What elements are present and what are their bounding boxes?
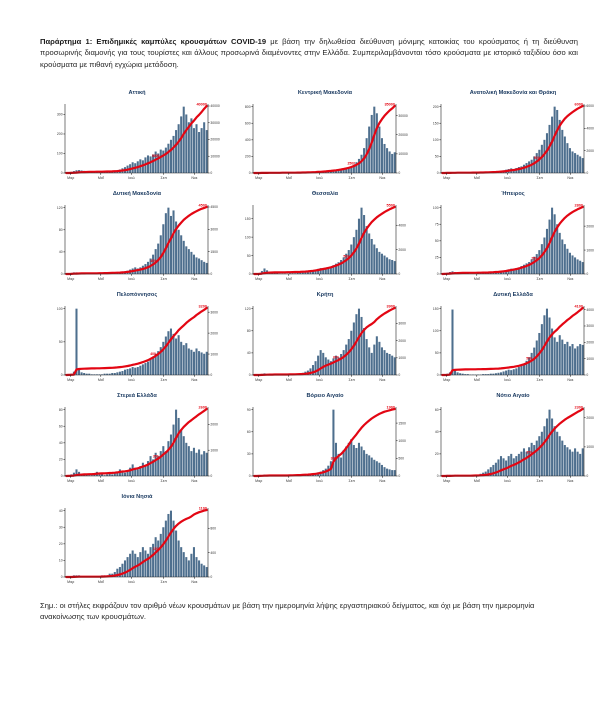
svg-text:80: 80: [58, 407, 63, 412]
svg-text:Νοε: Νοε: [567, 277, 574, 281]
svg-text:Σεπ: Σεπ: [536, 378, 543, 382]
svg-text:500: 500: [398, 456, 405, 461]
svg-text:0: 0: [60, 272, 63, 277]
svg-text:Ιουλ: Ιουλ: [316, 378, 323, 382]
chart-cell-1: [236, 84, 424, 185]
svg-text:0: 0: [248, 272, 251, 277]
svg-text:500: 500: [533, 156, 540, 161]
svg-text:Μαρ: Μαρ: [67, 176, 75, 180]
svg-text:3200: 3200: [198, 304, 207, 309]
svg-text:4500: 4500: [198, 203, 207, 208]
svg-text:Νοε: Νοε: [567, 378, 574, 382]
svg-text:Νοε: Νοε: [191, 378, 198, 382]
svg-text:100: 100: [244, 235, 251, 240]
svg-text:Μαρ: Μαρ: [255, 277, 263, 281]
chart-cell-7: [236, 286, 424, 387]
appendix-caption-text: με βάση την δηλωθείσα διεύθυνση μόνιμης κατοικίας του κρούσματος ή τη διεύθυνση προσωρινής διαμονής για τους τουρίστες και άλλους προσωρινά διαμένοντες στην Ελλάδα. Συμπεριλαμβάνονται τόσο κρούσματα με ιστορικό ταξιδίου όσο και κρούσματα με πιθανή εγχώρια μετάδοση.: [40, 36, 578, 69]
svg-text:150: 150: [152, 546, 159, 551]
svg-text:Ιουλ: Ιουλ: [128, 277, 135, 281]
svg-text:4000: 4000: [398, 223, 406, 228]
svg-text:0: 0: [398, 171, 401, 176]
svg-text:Σεπ: Σεπ: [348, 176, 355, 180]
svg-text:1500: 1500: [398, 421, 406, 426]
svg-text:800: 800: [210, 526, 217, 531]
svg-text:Σεπ: Σεπ: [348, 479, 355, 483]
svg-text:0: 0: [436, 171, 439, 176]
svg-text:Σεπ: Σεπ: [160, 277, 167, 281]
svg-text:Μαΐ: Μαΐ: [285, 176, 292, 180]
svg-text:20: 20: [58, 542, 63, 547]
chart-title: Κρήτη: [316, 292, 334, 298]
svg-text:300: 300: [330, 456, 337, 461]
svg-text:350: 350: [152, 454, 159, 459]
chart-cell-10: [236, 387, 424, 488]
svg-text:1000: 1000: [398, 438, 406, 443]
svg-text:4000: 4000: [586, 307, 594, 312]
svg-text:Μαΐ: Μαΐ: [97, 378, 104, 382]
chart-title: Βόρειο Αιγαίο: [306, 393, 344, 399]
svg-text:100: 100: [432, 138, 439, 143]
svg-text:20: 20: [434, 452, 439, 457]
svg-text:Σεπ: Σεπ: [536, 176, 543, 180]
svg-text:2000: 2000: [398, 247, 406, 252]
svg-text:0: 0: [436, 373, 439, 378]
svg-text:Μαρ: Μαρ: [443, 176, 451, 180]
svg-text:300: 300: [56, 112, 63, 117]
svg-text:40: 40: [246, 351, 251, 356]
svg-text:1000: 1000: [586, 248, 594, 253]
chart-plot: [238, 402, 422, 486]
svg-text:100: 100: [56, 151, 63, 156]
chart-plot: [50, 301, 234, 385]
svg-text:3000: 3000: [398, 321, 406, 326]
svg-text:500: 500: [526, 356, 532, 361]
svg-text:Μαρ: Μαρ: [67, 378, 75, 382]
svg-text:1000: 1000: [210, 448, 218, 453]
svg-text:0: 0: [60, 171, 63, 176]
svg-text:90: 90: [246, 407, 251, 412]
chart-plot: [50, 503, 234, 587]
svg-text:Σεπ: Σεπ: [536, 479, 543, 483]
chart-cell-12: [48, 488, 236, 589]
svg-text:1000: 1000: [586, 356, 594, 361]
svg-text:2300: 2300: [574, 405, 583, 410]
svg-text:60: 60: [434, 407, 439, 412]
chart-plot: [426, 402, 610, 486]
svg-text:40: 40: [58, 508, 63, 513]
chart-title: Νότιο Αιγαίο: [496, 393, 530, 399]
svg-text:2500: 2500: [347, 161, 356, 166]
svg-text:Μαρ: Μαρ: [67, 580, 75, 584]
svg-text:75: 75: [434, 222, 439, 227]
svg-text:0: 0: [248, 474, 251, 479]
svg-text:Νοε: Νοε: [191, 580, 198, 584]
svg-text:Μαρ: Μαρ: [255, 378, 263, 382]
svg-text:Μαρ: Μαρ: [255, 176, 263, 180]
svg-text:0: 0: [60, 575, 63, 580]
svg-text:0: 0: [248, 373, 251, 378]
appendix-caption: [40, 36, 578, 71]
svg-text:4500: 4500: [210, 205, 218, 210]
chart-title: Αττική: [128, 90, 146, 96]
chart-title: Κεντρική Μακεδονία: [297, 90, 353, 96]
svg-text:80: 80: [246, 328, 251, 333]
svg-text:400: 400: [150, 258, 156, 263]
svg-text:30: 30: [58, 525, 63, 530]
svg-text:0: 0: [210, 272, 213, 277]
svg-text:1000: 1000: [586, 445, 594, 450]
svg-text:40: 40: [58, 441, 63, 446]
svg-text:Νοε: Νοε: [379, 176, 386, 180]
chart-plot: [426, 99, 610, 183]
svg-text:1100: 1100: [198, 506, 207, 511]
svg-text:2000: 2000: [586, 148, 594, 153]
svg-text:400: 400: [210, 550, 217, 555]
chart-title: Ιόνια Νησιά: [121, 494, 153, 500]
svg-text:Σεπ: Σεπ: [536, 277, 543, 281]
svg-text:Ιουλ: Ιουλ: [316, 277, 323, 281]
svg-text:40: 40: [434, 429, 439, 434]
footnote: Σημ.: οι στήλες εκφράζουν τον αριθμό νέων κρουσμάτων με βάση την ημερομηνία λήψης εργαστηριακού δείγματος, και όχι με βάση την ημερομηνία ανακοίνωσης των κρουσμάτων.: [40, 600, 535, 622]
chart-plot: [426, 301, 610, 385]
svg-text:150: 150: [432, 121, 439, 126]
chart-cell-4: [236, 185, 424, 286]
svg-text:25: 25: [434, 255, 439, 260]
svg-text:Νοε: Νοε: [379, 479, 386, 483]
svg-text:400: 400: [244, 138, 251, 143]
svg-text:0: 0: [586, 272, 589, 277]
svg-text:Μαΐ: Μαΐ: [285, 479, 292, 483]
svg-text:30000: 30000: [398, 113, 408, 118]
svg-text:Μαρ: Μαρ: [443, 378, 451, 382]
chart-title: Θεσσαλία: [311, 191, 339, 197]
svg-text:2000: 2000: [586, 340, 594, 345]
svg-text:5500: 5500: [386, 203, 395, 208]
svg-text:2000: 2000: [586, 415, 594, 420]
svg-text:Νοε: Νοε: [191, 277, 198, 281]
svg-text:1900: 1900: [386, 405, 395, 410]
svg-text:250: 250: [531, 256, 538, 261]
svg-text:20: 20: [58, 457, 63, 462]
svg-text:Σεπ: Σεπ: [160, 479, 167, 483]
chart-cell-11: [424, 387, 612, 488]
svg-text:200: 200: [432, 104, 439, 109]
svg-text:Ιουλ: Ιουλ: [128, 479, 135, 483]
svg-text:Σεπ: Σεπ: [160, 176, 167, 180]
svg-text:400: 400: [150, 351, 156, 356]
svg-text:40: 40: [58, 250, 63, 255]
svg-text:30: 30: [246, 452, 251, 457]
svg-text:Ιουλ: Ιουλ: [504, 176, 511, 180]
svg-text:5000: 5000: [151, 154, 160, 159]
svg-text:4000: 4000: [586, 126, 594, 131]
chart-plot: [50, 200, 234, 284]
svg-text:0: 0: [398, 272, 401, 277]
svg-text:60: 60: [58, 424, 63, 429]
svg-text:Σεπ: Σεπ: [160, 378, 167, 382]
svg-text:Μαΐ: Μαΐ: [97, 176, 104, 180]
svg-text:Μαρ: Μαρ: [67, 277, 75, 281]
chart-title: Πελοπόννησος: [116, 292, 158, 298]
svg-text:3000: 3000: [586, 324, 594, 329]
svg-text:Ιουλ: Ιουλ: [128, 176, 135, 180]
svg-text:500: 500: [343, 254, 350, 259]
svg-text:200: 200: [56, 132, 63, 137]
charts-grid: [48, 84, 612, 589]
svg-text:50: 50: [246, 253, 251, 258]
svg-text:2000: 2000: [586, 224, 594, 229]
svg-text:150: 150: [432, 306, 439, 311]
svg-text:Ιουλ: Ιουλ: [316, 176, 323, 180]
svg-text:0: 0: [60, 373, 63, 378]
chart-plot: [50, 99, 234, 183]
svg-text:0: 0: [586, 171, 589, 176]
svg-text:Σεπ: Σεπ: [348, 378, 355, 382]
svg-text:2000: 2000: [398, 338, 406, 343]
chart-cell-8: [424, 286, 612, 387]
svg-text:60: 60: [246, 429, 251, 434]
chart-plot: [426, 200, 610, 284]
svg-text:Ιουλ: Ιουλ: [504, 378, 511, 382]
svg-text:350: 350: [526, 450, 532, 455]
svg-text:Νοε: Νοε: [379, 277, 386, 281]
svg-text:3000: 3000: [210, 310, 218, 315]
chart-plot: [238, 200, 422, 284]
svg-text:Σεπ: Σεπ: [160, 580, 167, 584]
svg-text:Μαΐ: Μαΐ: [97, 277, 104, 281]
svg-text:0: 0: [398, 474, 401, 479]
svg-text:Μαΐ: Μαΐ: [473, 277, 480, 281]
svg-text:0: 0: [210, 575, 213, 580]
svg-text:40000: 40000: [210, 104, 220, 109]
svg-text:Νοε: Νοε: [191, 479, 198, 483]
svg-text:200: 200: [244, 154, 251, 159]
svg-text:1000: 1000: [210, 352, 218, 357]
svg-text:0: 0: [436, 474, 439, 479]
svg-text:Νοε: Νοε: [567, 176, 574, 180]
svg-text:10: 10: [58, 558, 63, 563]
chart-title: Ανατολική Μακεδονία και Θράκη: [469, 90, 557, 96]
svg-text:Μαΐ: Μαΐ: [473, 176, 480, 180]
svg-text:50: 50: [58, 340, 63, 345]
svg-text:Μαΐ: Μαΐ: [97, 580, 104, 584]
chart-plot: [50, 402, 234, 486]
svg-text:30000: 30000: [210, 120, 220, 125]
svg-text:Μαΐ: Μαΐ: [473, 378, 480, 382]
svg-text:Ιουλ: Ιουλ: [504, 277, 511, 281]
svg-text:Μαΐ: Μαΐ: [285, 378, 292, 382]
svg-text:120: 120: [56, 205, 63, 210]
svg-text:Νοε: Νοε: [567, 479, 574, 483]
svg-text:0: 0: [248, 171, 251, 176]
chart-plot: [238, 99, 422, 183]
chart-plot: [238, 301, 422, 385]
svg-text:Μαρ: Μαρ: [67, 479, 75, 483]
svg-text:Μαΐ: Μαΐ: [285, 277, 292, 281]
chart-title: Στερεά Ελλάδα: [117, 393, 157, 399]
chart-cell-0: [48, 84, 236, 185]
svg-text:600: 600: [333, 355, 339, 360]
svg-text:Ιουλ: Ιουλ: [128, 580, 135, 584]
svg-text:6000: 6000: [586, 104, 594, 109]
svg-text:Μαρ: Μαρ: [255, 479, 263, 483]
svg-text:Σεπ: Σεπ: [348, 277, 355, 281]
svg-text:0: 0: [586, 474, 589, 479]
svg-text:100: 100: [432, 328, 439, 333]
svg-text:40000: 40000: [196, 102, 207, 107]
svg-text:0: 0: [210, 474, 213, 479]
svg-text:10000: 10000: [398, 152, 408, 157]
svg-text:1000: 1000: [398, 356, 406, 361]
svg-text:80: 80: [58, 227, 63, 232]
svg-text:Νοε: Νοε: [191, 176, 198, 180]
svg-text:20000: 20000: [210, 137, 220, 142]
svg-text:Μαρ: Μαρ: [443, 277, 451, 281]
chart-cell-2: [424, 84, 612, 185]
svg-text:Ιουλ: Ιουλ: [316, 479, 323, 483]
svg-text:0: 0: [210, 373, 213, 378]
chart-title: Ήπειρος: [501, 191, 525, 197]
appendix-caption-bold: Παράρτημα 1: Επιδημικές καμπύλες κρουσμάτων COVID-19: [40, 36, 267, 46]
svg-text:120: 120: [244, 306, 251, 311]
svg-text:Ιουλ: Ιουλ: [504, 479, 511, 483]
svg-text:35000: 35000: [384, 102, 395, 107]
svg-text:Ιουλ: Ιουλ: [128, 378, 135, 382]
svg-text:150: 150: [244, 216, 251, 221]
svg-text:2800: 2800: [574, 203, 583, 208]
svg-text:50: 50: [434, 154, 439, 159]
svg-text:50: 50: [434, 351, 439, 356]
svg-text:2000: 2000: [210, 422, 218, 427]
svg-text:0: 0: [210, 171, 213, 176]
chart-cell-6: [48, 286, 236, 387]
svg-text:Νοε: Νοε: [379, 378, 386, 382]
svg-text:Μαΐ: Μαΐ: [97, 479, 104, 483]
svg-text:100: 100: [432, 205, 439, 210]
svg-text:10000: 10000: [210, 154, 220, 159]
svg-text:0: 0: [398, 373, 401, 378]
svg-text:Μαΐ: Μαΐ: [473, 479, 480, 483]
chart-cell-9: [48, 387, 236, 488]
chart-cell-3: [48, 185, 236, 286]
svg-text:Μαρ: Μαρ: [443, 479, 451, 483]
svg-text:50: 50: [434, 239, 439, 244]
svg-text:0: 0: [586, 373, 589, 378]
chart-cell-5: [424, 185, 612, 286]
svg-text:0: 0: [436, 272, 439, 277]
svg-text:800: 800: [244, 104, 251, 109]
svg-text:2000: 2000: [210, 331, 218, 336]
svg-text:3900: 3900: [386, 304, 395, 309]
svg-text:1500: 1500: [210, 249, 218, 254]
svg-text:4100: 4100: [574, 304, 583, 309]
chart-title: Δυτική Μακεδονία: [112, 191, 162, 197]
svg-text:3000: 3000: [210, 227, 218, 232]
svg-text:20000: 20000: [398, 132, 408, 137]
svg-text:2600: 2600: [198, 405, 207, 410]
chart-title: Δυτική Ελλάδα: [493, 292, 533, 298]
svg-text:600: 600: [244, 121, 251, 126]
svg-text:6000: 6000: [574, 102, 583, 107]
svg-text:0: 0: [60, 474, 63, 479]
svg-text:100: 100: [56, 306, 63, 311]
